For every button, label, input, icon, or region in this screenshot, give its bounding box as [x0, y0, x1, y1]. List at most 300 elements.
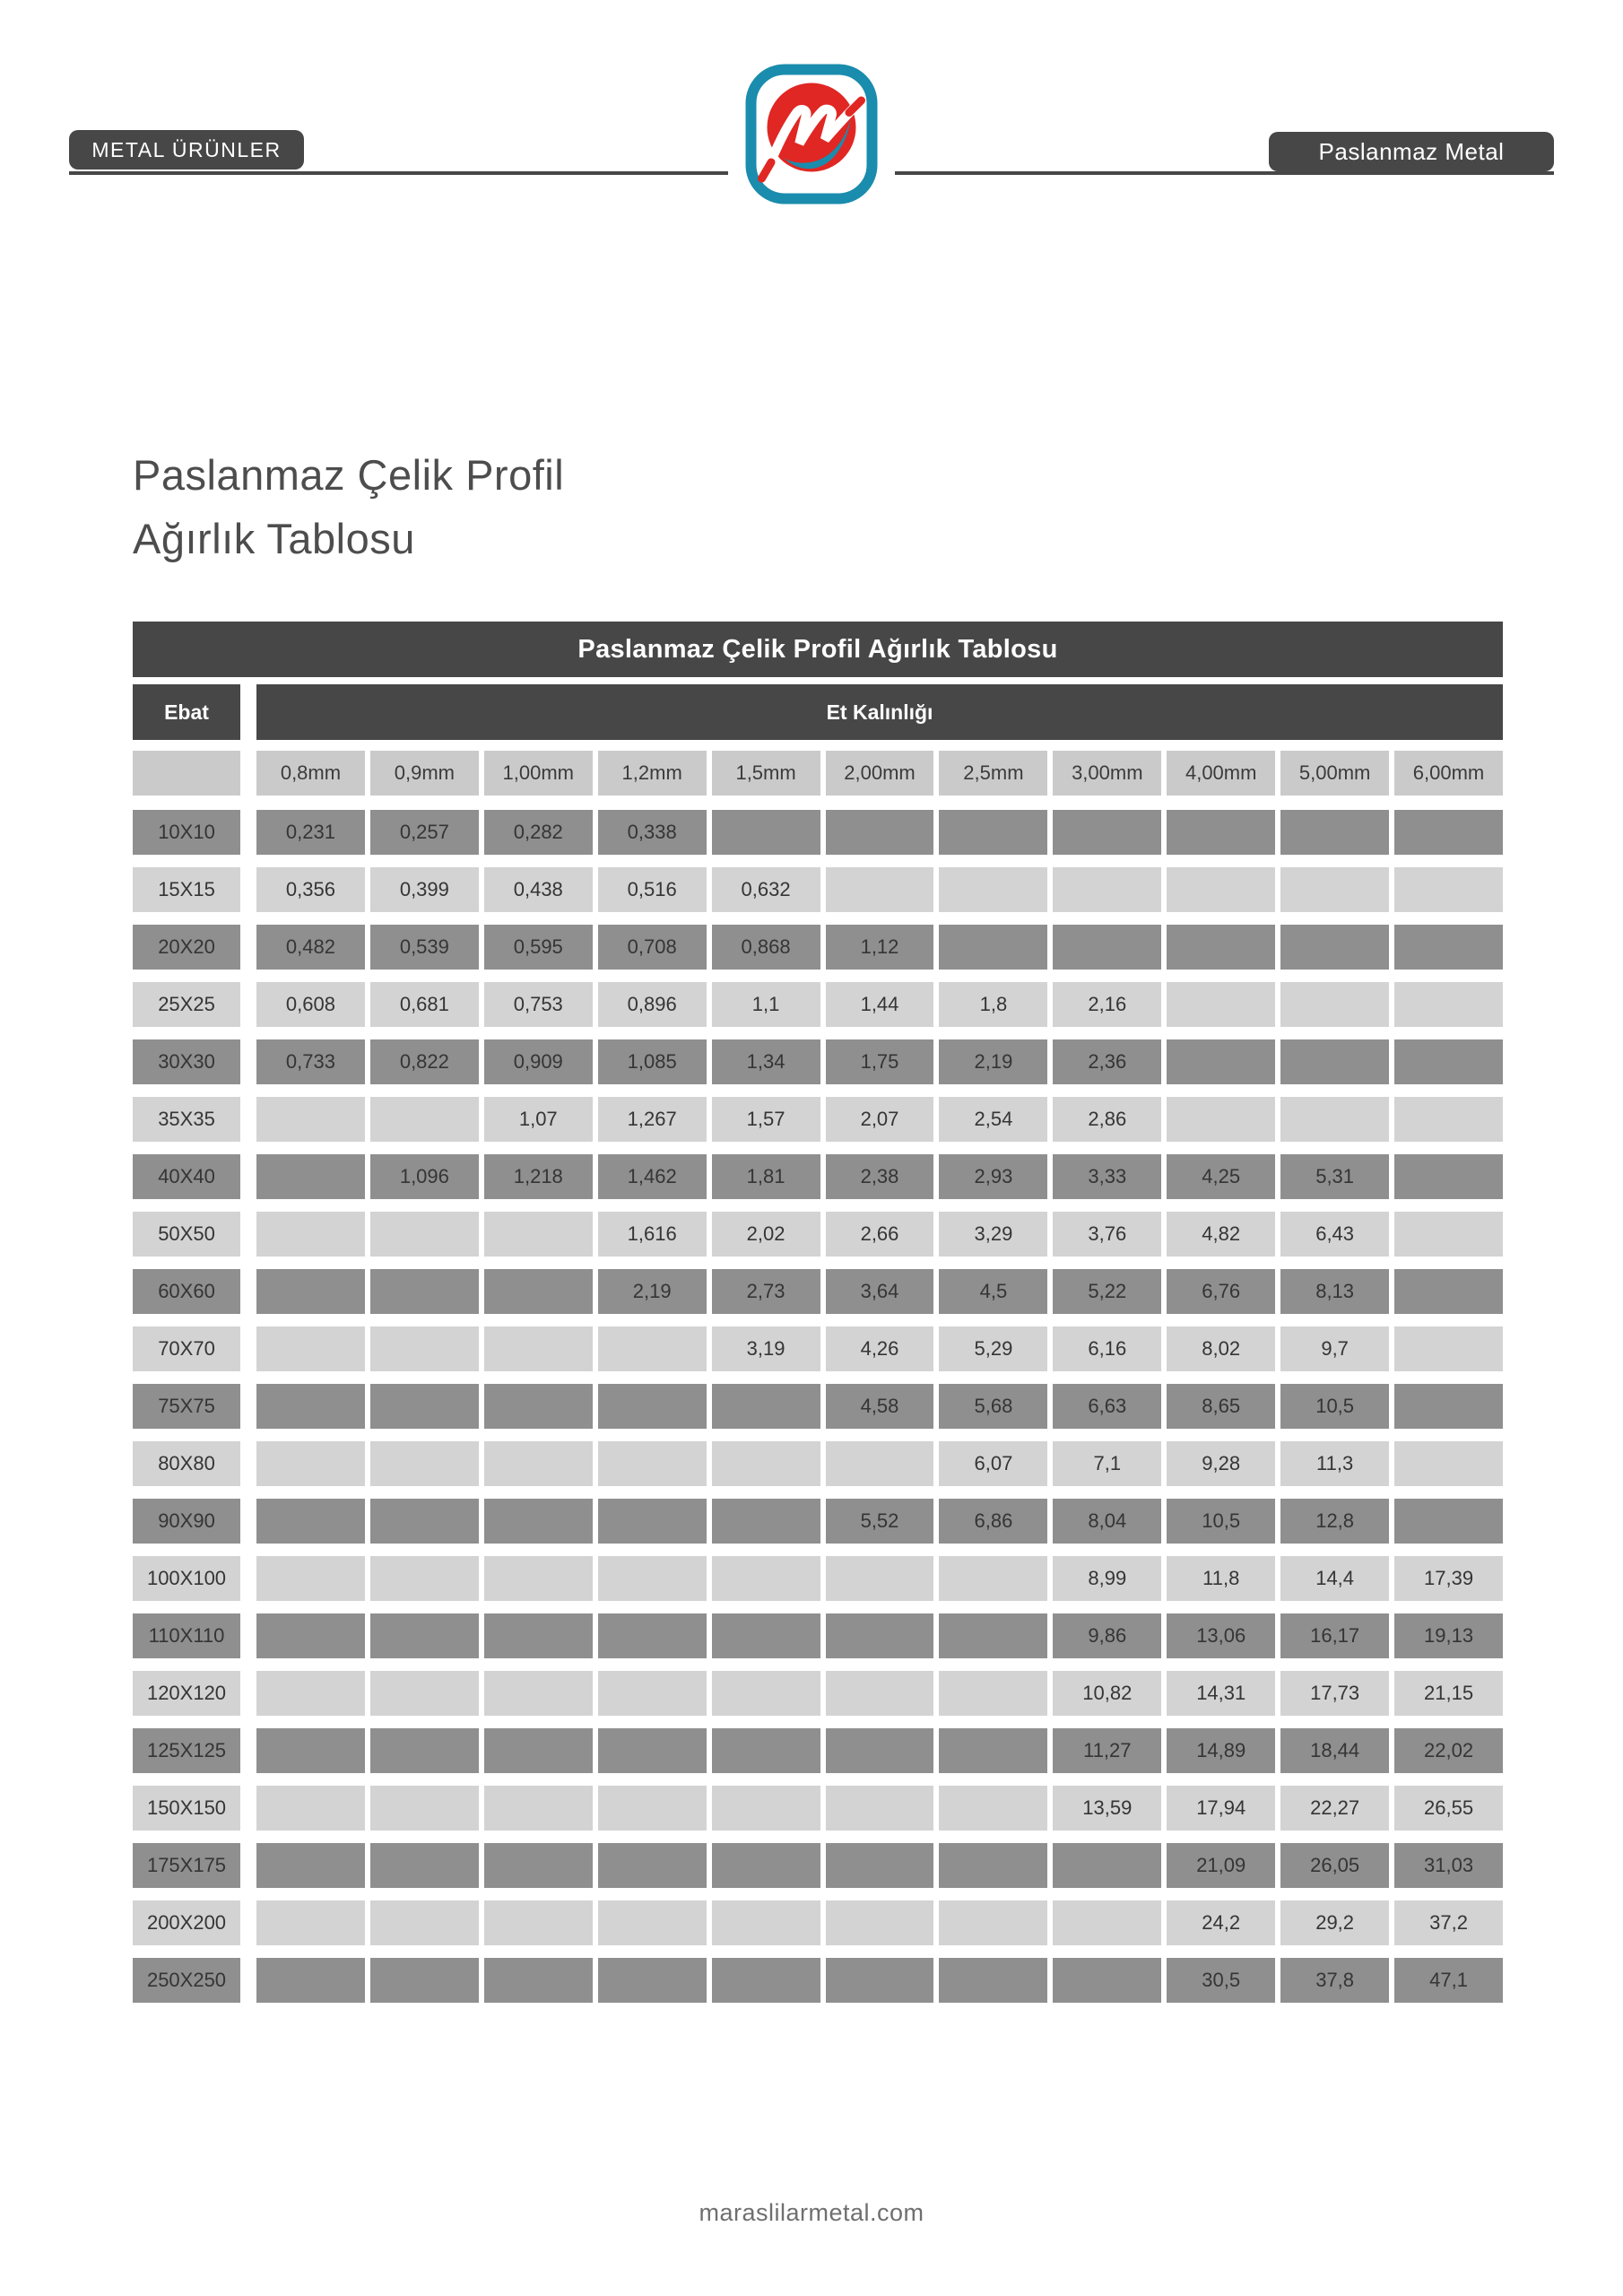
weight-value-cell [1394, 1441, 1503, 1486]
weight-value-cell: 0,822 [370, 1039, 479, 1084]
weight-value-cell [1394, 810, 1503, 855]
table-row [133, 1900, 1503, 1945]
table-body [133, 810, 1503, 2003]
weight-value-cell [1053, 1900, 1161, 1945]
weight-value-cell [484, 1212, 593, 1257]
weight-value-cell: 2,38 [826, 1154, 934, 1199]
weight-value-cell: 9,28 [1167, 1441, 1275, 1486]
weight-value-cell: 0,356 [256, 867, 365, 912]
weight-value-cell [939, 925, 1047, 970]
weight-value-cell [484, 1671, 593, 1716]
weight-value-cell [1053, 1958, 1161, 2003]
weight-value-cell [826, 1786, 934, 1831]
weight-value-cell [256, 1384, 365, 1429]
weight-value-cell: 17,94 [1167, 1786, 1275, 1831]
weight-value-cell [712, 1441, 820, 1486]
size-cell: 15X15 [133, 867, 240, 912]
weight-value-cell: 2,07 [826, 1097, 934, 1142]
table-row [133, 1384, 1503, 1429]
size-cell: 175X175 [133, 1843, 240, 1888]
weight-value-cell: 2,93 [939, 1154, 1047, 1199]
size-cell: 200X200 [133, 1900, 240, 1945]
weight-value-cell: 13,06 [1167, 1613, 1275, 1658]
weight-value-cell [1167, 982, 1275, 1027]
weight-value-cell [826, 1671, 934, 1716]
weight-value-cell [1394, 1326, 1503, 1371]
right-badge-label: Paslanmaz Metal [1318, 137, 1505, 165]
weight-value-cell [826, 1958, 934, 2003]
weight-value-cell: 0,482 [256, 925, 365, 970]
weight-value-cell [484, 1728, 593, 1773]
weight-value-cell [598, 1499, 707, 1544]
weight-value-cell [370, 1269, 479, 1314]
weight-value-cell: 14,89 [1167, 1728, 1275, 1773]
table-subheader-row [133, 684, 1503, 740]
weight-value-cell: 6,43 [1280, 1212, 1389, 1257]
table-row [133, 1958, 1503, 2003]
weight-value-cell [1394, 925, 1503, 970]
weight-value-cell: 6,16 [1053, 1326, 1161, 1371]
weight-value-cell [712, 1843, 820, 1888]
weight-value-cell: 0,438 [484, 867, 593, 912]
weight-value-cell: 29,2 [1280, 1900, 1389, 1945]
weight-value-cell: 5,31 [1280, 1154, 1389, 1199]
weight-value-cell [939, 867, 1047, 912]
weight-value-cell: 10,5 [1280, 1384, 1389, 1429]
size-cell: 75X75 [133, 1384, 240, 1429]
weight-value-cell [826, 1556, 934, 1601]
weight-value-cell: 4,25 [1167, 1154, 1275, 1199]
weight-value-cell [256, 1212, 365, 1257]
weight-value-cell [939, 1671, 1047, 1716]
table-row [133, 1843, 1503, 1888]
right-badge [1269, 132, 1554, 171]
weight-value-cell: 11,27 [1053, 1728, 1161, 1773]
weight-value-cell: 0,516 [598, 867, 707, 912]
table-row [133, 1728, 1503, 1773]
weight-value-cell [256, 1269, 365, 1314]
weight-value-cell: 26,55 [1394, 1786, 1503, 1831]
weight-value-cell: 1,07 [484, 1097, 593, 1142]
weight-value-cell: 4,5 [939, 1269, 1047, 1314]
weight-value-cell: 2,36 [1053, 1039, 1161, 1084]
table-row [133, 1097, 1503, 1142]
table-row [133, 1499, 1503, 1544]
weight-value-cell [939, 1786, 1047, 1831]
weight-value-cell: 1,267 [598, 1097, 707, 1142]
weight-value-cell: 10,82 [1053, 1671, 1161, 1716]
table-row [133, 1441, 1503, 1486]
weight-value-cell: 31,03 [1394, 1843, 1503, 1888]
table-title: Paslanmaz Çelik Profil Ağırlık Tablosu [133, 622, 1503, 677]
table-row [133, 1269, 1503, 1314]
page-title [133, 443, 564, 570]
weight-value-cell: 4,26 [826, 1326, 934, 1371]
weight-value-cell: 11,8 [1167, 1556, 1275, 1601]
weight-value-cell: 6,76 [1167, 1269, 1275, 1314]
weight-value-cell [826, 810, 934, 855]
weight-value-cell: 30,5 [1167, 1958, 1275, 2003]
weight-value-cell [939, 1843, 1047, 1888]
weight-value-cell [256, 1326, 365, 1371]
thickness-column-header: 1,5mm [712, 751, 820, 796]
weight-value-cell: 21,09 [1167, 1843, 1275, 1888]
weight-value-cell: 17,39 [1394, 1556, 1503, 1601]
weight-value-cell: 6,63 [1053, 1384, 1161, 1429]
weight-value-cell: 2,73 [712, 1269, 820, 1314]
weight-value-cell: 0,708 [598, 925, 707, 970]
table-row [133, 925, 1503, 970]
weight-value-cell: 8,13 [1280, 1269, 1389, 1314]
weight-value-cell: 0,733 [256, 1039, 365, 1084]
weight-value-cell [826, 1900, 934, 1945]
weight-value-cell [1280, 810, 1389, 855]
size-cell: 40X40 [133, 1154, 240, 1199]
weight-value-cell: 3,76 [1053, 1212, 1161, 1257]
weight-value-cell [1394, 982, 1503, 1027]
weight-value-cell: 0,282 [484, 810, 593, 855]
size-cell: 100X100 [133, 1556, 240, 1601]
weight-value-cell [256, 1556, 365, 1601]
weight-value-cell [1394, 1097, 1503, 1142]
weight-value-cell: 1,12 [826, 925, 934, 970]
weight-value-cell: 2,66 [826, 1212, 934, 1257]
weight-value-cell: 6,07 [939, 1441, 1047, 1486]
size-cell: 10X10 [133, 810, 240, 855]
weight-value-cell [826, 867, 934, 912]
size-cell: 35X35 [133, 1097, 240, 1142]
brand-logo-icon [744, 63, 879, 205]
weight-value-cell: 1,462 [598, 1154, 707, 1199]
weight-value-cell [370, 1499, 479, 1544]
page-title-line2: Ağırlık Tablosu [133, 515, 415, 562]
weight-value-cell [939, 1613, 1047, 1658]
website-url: maraslilarmetal.com [699, 2199, 924, 2226]
weight-value-cell: 16,17 [1280, 1613, 1389, 1658]
weight-value-cell: 13,59 [1053, 1786, 1161, 1831]
weight-value-cell [370, 1786, 479, 1831]
weight-value-cell: 1,81 [712, 1154, 820, 1199]
thickness-column-header: 5,00mm [1280, 751, 1389, 796]
weight-value-cell [939, 1958, 1047, 2003]
weight-value-cell: 14,31 [1167, 1671, 1275, 1716]
weight-value-cell: 0,399 [370, 867, 479, 912]
weight-value-cell: 19,13 [1394, 1613, 1503, 1658]
weight-value-cell: 1,616 [598, 1212, 707, 1257]
weight-value-cell [1167, 1097, 1275, 1142]
weight-value-cell [1053, 867, 1161, 912]
weight-value-cell [598, 1786, 707, 1831]
weight-value-cell [598, 1441, 707, 1486]
weight-value-cell: 12,8 [1280, 1499, 1389, 1544]
weight-value-cell [484, 1556, 593, 1601]
weight-value-cell [484, 1900, 593, 1945]
weight-value-cell [484, 1269, 593, 1314]
weight-value-cell: 0,753 [484, 982, 593, 1027]
table-row [133, 1786, 1503, 1831]
weight-value-cell: 1,44 [826, 982, 934, 1027]
weight-value-cell: 0,896 [598, 982, 707, 1027]
weight-value-cell [484, 1843, 593, 1888]
weight-value-cell [712, 1786, 820, 1831]
table-row [133, 1556, 1503, 1601]
weight-value-cell: 14,4 [1280, 1556, 1389, 1601]
weight-value-cell: 22,02 [1394, 1728, 1503, 1773]
weight-value-cell: 47,1 [1394, 1958, 1503, 2003]
weight-value-cell: 17,73 [1280, 1671, 1389, 1716]
weight-value-cell [1394, 1269, 1503, 1314]
weight-value-cell [370, 1900, 479, 1945]
weight-value-cell [484, 1499, 593, 1544]
weight-value-cell [598, 1958, 707, 2003]
weight-value-cell: 6,86 [939, 1499, 1047, 1544]
weight-value-cell: 1,218 [484, 1154, 593, 1199]
weight-value-cell [939, 810, 1047, 855]
weight-value-cell: 8,99 [1053, 1556, 1161, 1601]
weight-value-cell: 2,19 [598, 1269, 707, 1314]
weight-value-cell: 0,338 [598, 810, 707, 855]
table-row [133, 1613, 1503, 1658]
weight-value-cell [1280, 867, 1389, 912]
weight-value-cell: 3,19 [712, 1326, 820, 1371]
weight-value-cell [256, 1499, 365, 1544]
table-row [133, 1212, 1503, 1257]
weight-value-cell [598, 1326, 707, 1371]
weight-value-cell: 5,29 [939, 1326, 1047, 1371]
weight-value-cell [1394, 1039, 1503, 1084]
size-cell: 60X60 [133, 1269, 240, 1314]
weight-value-cell [712, 1958, 820, 2003]
weight-value-cell [712, 1499, 820, 1544]
table-row [133, 867, 1503, 912]
page-footer [0, 2199, 1623, 2227]
weight-value-cell [1394, 867, 1503, 912]
weight-value-cell [484, 1384, 593, 1429]
size-cell: 120X120 [133, 1671, 240, 1716]
thickness-column-header: 6,00mm [1394, 751, 1503, 796]
weight-value-cell [1053, 1843, 1161, 1888]
weight-value-cell: 1,085 [598, 1039, 707, 1084]
weight-value-cell [939, 1900, 1047, 1945]
size-cell: 70X70 [133, 1326, 240, 1371]
size-cell: 30X30 [133, 1039, 240, 1084]
weight-value-cell [256, 1671, 365, 1716]
weight-value-cell [370, 1384, 479, 1429]
thickness-column-header: 1,2mm [598, 751, 707, 796]
weight-value-cell [826, 1441, 934, 1486]
weight-value-cell [370, 1613, 479, 1658]
weight-value-cell: 5,52 [826, 1499, 934, 1544]
weight-table [133, 622, 1503, 2015]
weight-value-cell: 8,02 [1167, 1326, 1275, 1371]
weight-value-cell: 3,64 [826, 1269, 934, 1314]
weight-value-cell [939, 1556, 1047, 1601]
thickness-group-header: Et Kalınlığı [256, 684, 1503, 740]
weight-value-cell [1280, 925, 1389, 970]
weight-value-cell [256, 1900, 365, 1945]
weight-value-cell [712, 1671, 820, 1716]
weight-value-cell: 3,29 [939, 1212, 1047, 1257]
weight-value-cell: 0,681 [370, 982, 479, 1027]
weight-value-cell [1053, 925, 1161, 970]
weight-value-cell [1167, 925, 1275, 970]
weight-value-cell [1167, 867, 1275, 912]
table-row [133, 810, 1503, 855]
weight-value-cell: 3,33 [1053, 1154, 1161, 1199]
column-header-row [133, 751, 1503, 796]
weight-value-cell: 1,1 [712, 982, 820, 1027]
weight-value-cell: 1,75 [826, 1039, 934, 1084]
table-row [133, 1039, 1503, 1084]
weight-value-cell: 0,231 [256, 810, 365, 855]
weight-value-cell: 0,868 [712, 925, 820, 970]
weight-value-cell: 7,1 [1053, 1441, 1161, 1486]
weight-value-cell [484, 1441, 593, 1486]
weight-value-cell: 0,257 [370, 810, 479, 855]
weight-value-cell [1053, 810, 1161, 855]
weight-value-cell [1394, 1499, 1503, 1544]
weight-value-cell [484, 1613, 593, 1658]
weight-value-cell: 18,44 [1280, 1728, 1389, 1773]
weight-value-cell [1280, 1039, 1389, 1084]
weight-value-cell [370, 1728, 479, 1773]
weight-value-cell: 8,65 [1167, 1384, 1275, 1429]
size-cell: 80X80 [133, 1441, 240, 1486]
size-cell: 125X125 [133, 1728, 240, 1773]
corner-cell [133, 751, 240, 796]
weight-value-cell [256, 1097, 365, 1142]
weight-value-cell: 2,16 [1053, 982, 1161, 1027]
weight-value-cell [598, 1384, 707, 1429]
weight-value-cell: 4,82 [1167, 1212, 1275, 1257]
weight-value-cell [712, 1728, 820, 1773]
weight-value-cell: 9,7 [1280, 1326, 1389, 1371]
weight-value-cell [370, 1843, 479, 1888]
table-row [133, 1671, 1503, 1716]
weight-value-cell [939, 1728, 1047, 1773]
weight-value-cell [256, 1154, 365, 1199]
left-badge-label: METAL ÜRÜNLER [91, 137, 282, 161]
weight-value-cell: 0,632 [712, 867, 820, 912]
weight-value-cell [712, 1556, 820, 1601]
weight-value-cell [598, 1671, 707, 1716]
size-cell: 90X90 [133, 1499, 240, 1544]
weight-value-cell: 0,595 [484, 925, 593, 970]
weight-value-cell: 0,608 [256, 982, 365, 1027]
weight-value-cell: 5,68 [939, 1384, 1047, 1429]
weight-value-cell [370, 1441, 479, 1486]
weight-value-cell: 2,19 [939, 1039, 1047, 1084]
weight-value-cell [256, 1728, 365, 1773]
weight-value-cell [370, 1212, 479, 1257]
size-column-header: Ebat [133, 684, 240, 740]
weight-value-cell [712, 1900, 820, 1945]
weight-value-cell: 21,15 [1394, 1671, 1503, 1716]
thickness-column-header: 4,00mm [1167, 751, 1275, 796]
thickness-column-header: 1,00mm [484, 751, 593, 796]
thickness-column-header: 2,00mm [826, 751, 934, 796]
weight-value-cell [598, 1843, 707, 1888]
weight-value-cell [712, 810, 820, 855]
weight-value-cell [484, 1958, 593, 2003]
weight-value-cell [256, 1843, 365, 1888]
page-title-line1: Paslanmaz Çelik Profil [133, 451, 565, 499]
weight-value-cell: 2,02 [712, 1212, 820, 1257]
weight-value-cell [826, 1843, 934, 1888]
weight-value-cell: 2,86 [1053, 1097, 1161, 1142]
thickness-column-header: 0,8mm [256, 751, 365, 796]
weight-value-cell [370, 1097, 479, 1142]
thickness-column-header: 0,9mm [370, 751, 479, 796]
brand-logo [728, 63, 895, 205]
weight-value-cell: 22,27 [1280, 1786, 1389, 1831]
weight-value-cell [1280, 982, 1389, 1027]
table-row [133, 982, 1503, 1027]
weight-value-cell [598, 1728, 707, 1773]
weight-value-cell: 1,096 [370, 1154, 479, 1199]
weight-value-cell: 37,8 [1280, 1958, 1389, 2003]
weight-value-cell: 24,2 [1167, 1900, 1275, 1945]
weight-value-cell [1167, 1039, 1275, 1084]
table-row [133, 1326, 1503, 1371]
weight-value-cell: 4,58 [826, 1384, 934, 1429]
weight-value-cell [1394, 1154, 1503, 1199]
weight-value-cell [1167, 810, 1275, 855]
weight-value-cell: 2,54 [939, 1097, 1047, 1142]
weight-value-cell [826, 1613, 934, 1658]
weight-value-cell [484, 1326, 593, 1371]
weight-value-cell [370, 1556, 479, 1601]
left-badge [69, 130, 304, 170]
size-cell: 50X50 [133, 1212, 240, 1257]
weight-value-cell [1394, 1384, 1503, 1429]
weight-value-cell [598, 1613, 707, 1658]
weight-value-cell [256, 1613, 365, 1658]
weight-value-cell [826, 1728, 934, 1773]
weight-value-cell [370, 1958, 479, 2003]
weight-value-cell: 37,2 [1394, 1900, 1503, 1945]
weight-value-cell: 9,86 [1053, 1613, 1161, 1658]
weight-value-cell [1394, 1212, 1503, 1257]
weight-value-cell: 1,8 [939, 982, 1047, 1027]
weight-value-cell: 11,3 [1280, 1441, 1389, 1486]
weight-value-cell [370, 1671, 479, 1716]
weight-value-cell [598, 1900, 707, 1945]
weight-value-cell: 26,05 [1280, 1843, 1389, 1888]
weight-value-cell [712, 1613, 820, 1658]
weight-value-cell: 1,57 [712, 1097, 820, 1142]
size-cell: 25X25 [133, 982, 240, 1027]
weight-value-cell [370, 1326, 479, 1371]
weight-value-cell: 1,34 [712, 1039, 820, 1084]
weight-value-cell: 10,5 [1167, 1499, 1275, 1544]
weight-value-cell [256, 1958, 365, 2003]
weight-value-cell [256, 1441, 365, 1486]
size-cell: 110X110 [133, 1613, 240, 1658]
weight-value-cell [256, 1786, 365, 1831]
weight-value-cell [712, 1384, 820, 1429]
weight-value-cell [598, 1556, 707, 1601]
thickness-column-header: 2,5mm [939, 751, 1047, 796]
weight-value-cell: 0,539 [370, 925, 479, 970]
size-cell: 250X250 [133, 1958, 240, 2003]
weight-value-cell: 0,909 [484, 1039, 593, 1084]
weight-value-cell: 8,04 [1053, 1499, 1161, 1544]
size-cell: 150X150 [133, 1786, 240, 1831]
size-cell: 20X20 [133, 925, 240, 970]
weight-value-cell: 5,22 [1053, 1269, 1161, 1314]
thickness-column-header: 3,00mm [1053, 751, 1161, 796]
